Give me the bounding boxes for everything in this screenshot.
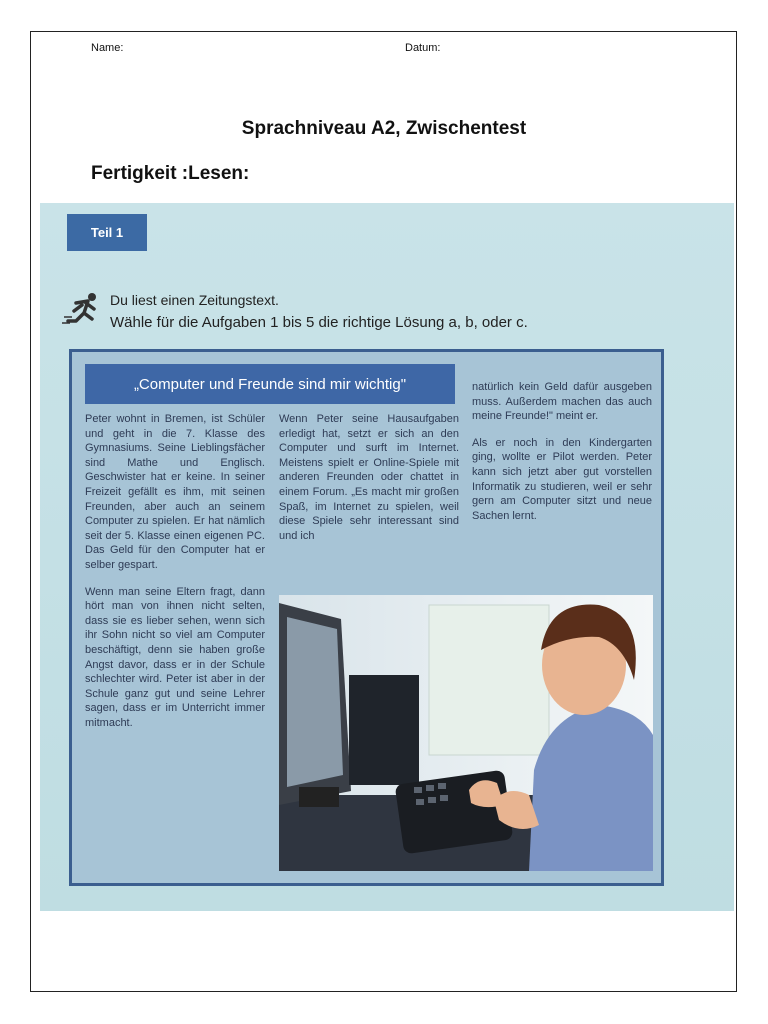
article-column-3 (472, 380, 652, 535)
article-column-1 (85, 412, 265, 742)
date-label: Datum: (405, 42, 441, 54)
page-title: Sprachniveau A2, Zwischentest (241, 118, 527, 139)
newspaper-article (69, 349, 664, 886)
exercise-scan (40, 203, 734, 911)
instruction-line-1: Du liest einen Zeitungstext. (110, 292, 279, 308)
name-label: Name: (91, 42, 124, 54)
paragraph: Wenn Peter seine Hausaufgaben erledigt hat, setzt er sich an den Computer und surft im Internet. Meistens spielt er Online-Spiele mit anderen Freunden oder chattet in einem Forum. „Es macht mir großen Spaß, im Internet zu spielen, weil diese Spiele sehr interessant sind und ich (279, 413, 459, 542)
paragraph: Peter wohnt in Bremen, ist Schüler und geht in die 7. Klasse des Gymnasiums. Seine Lieblingsfächer sind Mathe und Englisch. Geschwister hat er keine. In seiner Freizeit gefällt es ihm, mit seinen Freunden, aber auch an seinem Computer zu spielen. Er hat nämlich seit der 5. Klasse einen eigenen PC. Das Geld für den Computer hat er selber gespart. (85, 413, 265, 571)
paragraph: Wenn man seine Eltern fragt, dann hört man von ihnen nicht selten, dass sie es lieber sehen, wenn sich ihr Sohn nicht so viel am Computer beschäftigt, denn sie haben große Angst davor, dass er in der Schule schlechter wird. Peter ist aber in der Schule ganz gut und seine Lehrer sagen, dass er im Unterricht immer mitmacht. (85, 585, 265, 729)
boy-at-computer-photo (279, 595, 653, 871)
paragraph: Als er noch in den Kindergarten ging, wollte er Pilot werden. Peter kann sich jetzt aber gut vorstellen Informatik zu studieren, weil er sehr gern am Computer sitzt und neue Sachen lernt. (472, 436, 652, 522)
instruction-line-2: Wähle für die Aufgaben 1 bis 5 die richtige Lösung a, b, oder c. (110, 314, 528, 331)
part-badge: Teil 1 (67, 214, 147, 251)
paragraph: natürlich kein Geld dafür ausgeben muss. Außerdem machen das auch meine Freunde!" meint er. (472, 381, 652, 423)
article-headline: „Computer und Freunde sind mir wichtig" (85, 364, 455, 404)
article-column-2 (279, 412, 459, 555)
runner-icon (62, 291, 102, 331)
skill-heading: Fertigkeit :Lesen: (91, 163, 250, 184)
